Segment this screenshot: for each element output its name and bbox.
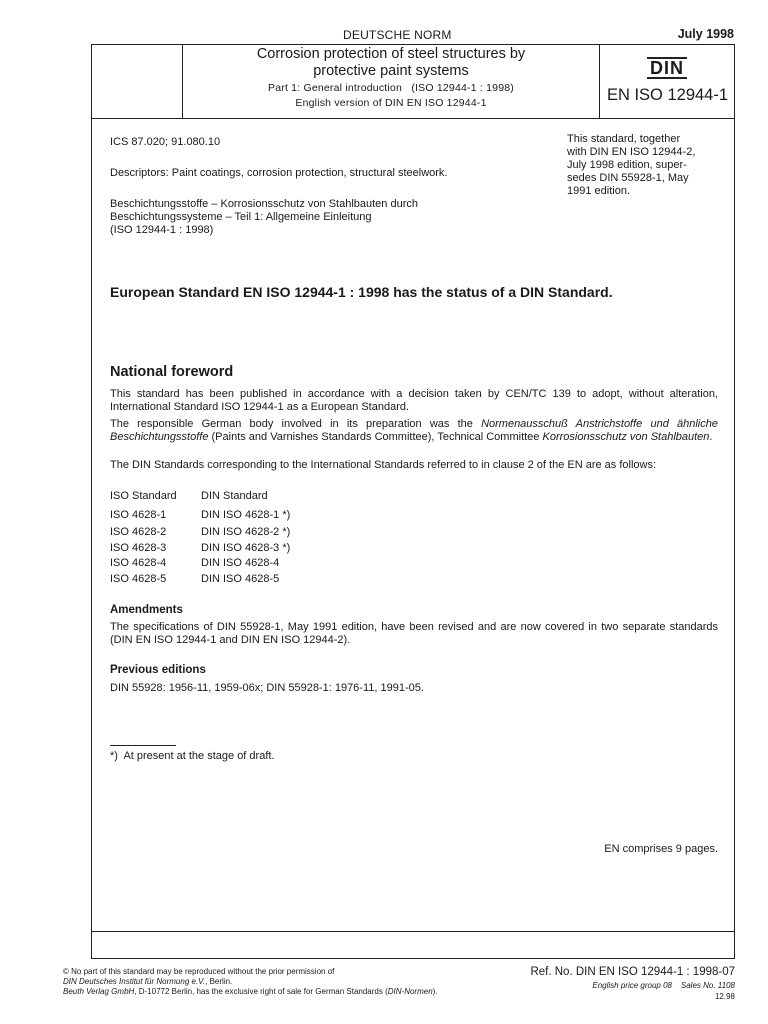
footnote: *) At present at the stage of draft. (110, 750, 275, 762)
table-cell-din: DIN ISO 4628-4 (201, 557, 280, 569)
din-logo: DIN (647, 57, 687, 79)
ics-code: ICS 87.020; 91.080.10 (110, 136, 221, 148)
part-line: Part 1: General introduction (ISO 12944-1 : 1998) (268, 82, 514, 94)
descriptors: Descriptors: Paint coatings, corrosion protection, structural steelwork. (110, 167, 448, 179)
table-cell-din: DIN ISO 4628-3 *) (201, 542, 291, 554)
table-cell-din: DIN ISO 4628-5 (201, 573, 280, 585)
supersedes-line: This standard, together (567, 133, 681, 145)
table-cell-iso: ISO 4628-5 (110, 573, 167, 585)
title-divider-left (182, 44, 183, 119)
national-foreword-heading: National foreword (110, 364, 234, 380)
title-divider-right (599, 44, 600, 119)
footer-separator (91, 931, 735, 932)
text-run: , Berlin. (205, 977, 233, 986)
supersedes-line: 1991 edition. (567, 185, 630, 197)
supersedes-line: with DIN EN ISO 12944-2, (567, 146, 696, 158)
table-cell-din: DIN ISO 4628-2 *) (201, 526, 291, 538)
footnote-separator (110, 745, 176, 746)
previous-editions-text: DIN 55928: 1956-11, 1959-06x; DIN 55928-1: 1976-11, 1991-05. (110, 682, 424, 694)
text-run: ). (432, 987, 438, 996)
foreword-paragraph-2 (110, 418, 718, 443)
copyright-line (63, 987, 438, 997)
supersedes-line: sedes DIN 55928-1, May (567, 172, 689, 184)
text-run: The responsible German body involved in its preparation was the (110, 418, 482, 430)
publisher-name: DIN Deutsches Institut für Normung e.V. (63, 977, 206, 986)
foreword-paragraph-1: This standard has been published in accordance with a decision taken by CEN/TC 139 to adopt, without alteration, International Standard ISO 12944-1 as a European Standard. (110, 388, 718, 413)
document-title (184, 46, 598, 80)
supersedes-line: July 1998 edition, super- (567, 159, 687, 171)
text-run: . (709, 430, 713, 443)
technical-committee-name: Korrosionsschutz von Stahlbauten (542, 430, 710, 443)
copyright-line: © No part of this standard may be reproduced without the prior permission of (63, 967, 335, 976)
status-statement: European Standard EN ISO 12944-1 : 1998 has the status of a DIN Standard. (110, 284, 613, 300)
previous-editions-heading: Previous editions (110, 664, 206, 676)
table-cell-din: DIN ISO 4628-1 *) (201, 509, 291, 521)
print-date: 12.98 (714, 992, 735, 1001)
document-type: DEUTSCHE NORM (343, 28, 452, 42)
text-run: (Paints and Varnishes Standards Committee), Technical Committee (208, 430, 543, 443)
amendments-text: The specifications of DIN 55928-1, May 1991 edition, have been revised and are now covered in two separate standards (DIN EN ISO 12944-1 and DIN EN ISO 12944-2). (110, 621, 718, 646)
supersedes-note (567, 133, 727, 198)
table-cell-iso: ISO 4628-4 (110, 557, 167, 569)
price-group: English price group 08 Sales No. 1108 (592, 981, 735, 990)
publisher-name: Beuth Verlag GmbH (63, 987, 135, 996)
page-count: EN comprises 9 pages. (604, 843, 718, 855)
title-line-2: protective paint systems (313, 63, 469, 79)
title-line-1: Corrosion protection of steel structures by (256, 46, 526, 62)
din-normen: DIN-Normen (387, 987, 433, 996)
german-title-line: Beschichtungssysteme – Teil 1: Allgemeine Einleitung (110, 211, 372, 223)
foreword-paragraph-3: The DIN Standards corresponding to the International Standards referred to in clause 2 of the EN are as follows: (110, 459, 657, 471)
amendments-heading: Amendments (110, 604, 183, 616)
table-cell-iso: ISO 4628-3 (110, 542, 167, 554)
copyright-line (63, 977, 438, 987)
table-header-din: DIN Standard (201, 490, 268, 502)
english-version-line: English version of DIN EN ISO 12944-1 (295, 97, 487, 109)
reference-number: Ref. No. DIN EN ISO 12944-1 : 1998-07 (530, 966, 735, 978)
document-subtitle (184, 81, 598, 111)
german-title-line: Beschichtungsstoffe – Korrosionsschutz von Stahlbauten durch (110, 198, 418, 210)
committee-name: Normenausschuß Anstrichstoffe und ähnliche Beschichtungsstoffe (110, 418, 718, 443)
table-cell-iso: ISO 4628-2 (110, 526, 167, 538)
copyright-notice (63, 967, 438, 997)
table-cell-iso: ISO 4628-1 (110, 509, 167, 521)
standard-number: EN ISO 12944-1 (606, 86, 729, 104)
german-title-line: (ISO 12944-1 : 1998) (110, 224, 214, 236)
table-header-iso: ISO Standard (110, 490, 177, 502)
german-title (110, 198, 418, 237)
document-date: July 1998 (677, 27, 734, 41)
text-run: , D-10772 Berlin, has the exclusive right of sale for German Standards ( (134, 987, 388, 996)
